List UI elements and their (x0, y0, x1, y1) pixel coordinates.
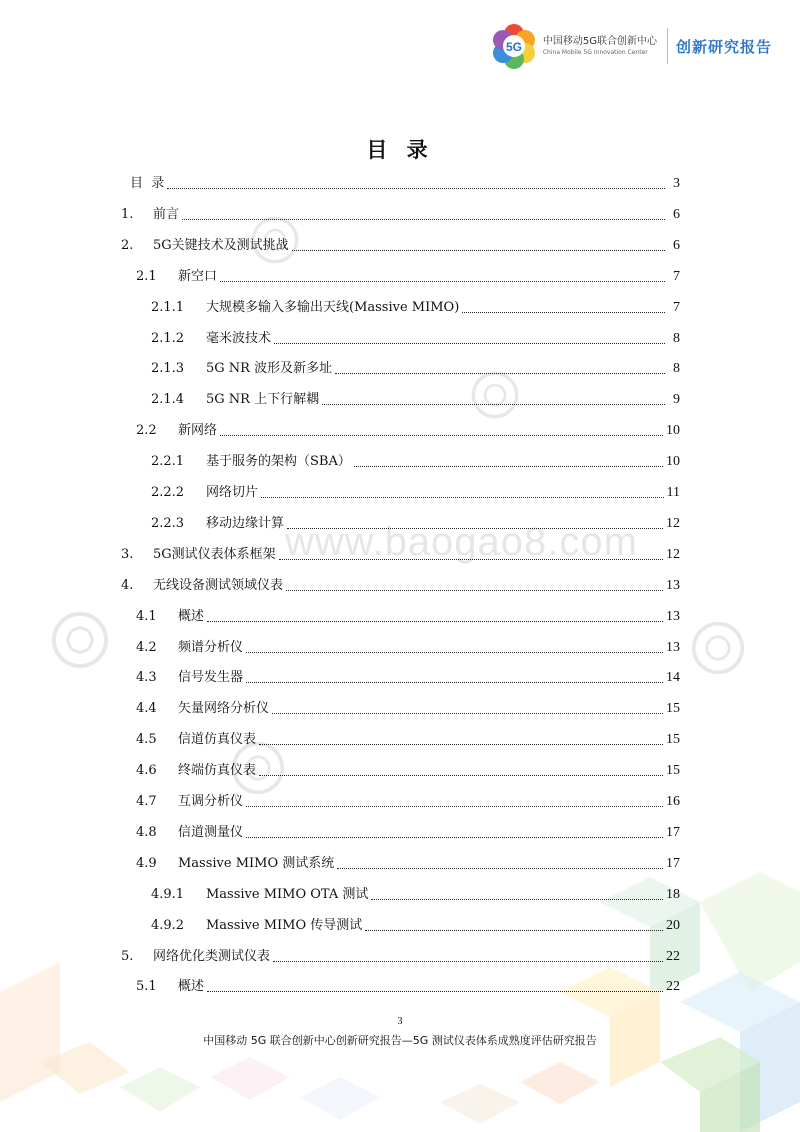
toc-entry-title: 互调分析仪 (178, 794, 244, 809)
toc-entry-title: 频谱分析仪 (178, 639, 244, 655)
toc-leader-dots (279, 559, 663, 560)
toc-entry-page: 17 (666, 824, 680, 840)
toc-leader-dots (246, 652, 663, 653)
toc-leader-dots (220, 281, 665, 282)
toc-entry-title: 终端仿真仪表 (178, 763, 257, 779)
toc-entry-number: 2.1.2 (151, 330, 185, 346)
page-number: 3 (397, 1016, 403, 1027)
toc-entry-number: 4.2 (136, 639, 157, 655)
toc-entry-number: 2.2 (136, 423, 157, 439)
toc-entry-number: 4.6 (136, 763, 157, 779)
toc-entry-title: 毫米波技术 (206, 330, 272, 346)
toc-leader-dots (462, 312, 665, 313)
toc-entry-page: 18 (666, 886, 680, 902)
toc-entry-title: 信道仿真仪表 (178, 732, 257, 748)
toc-entry-title: 网络优化类测试仪表 (153, 948, 271, 964)
toc-entry[interactable] (151, 480, 680, 502)
toc-leader-dots (220, 435, 663, 436)
toc-entry[interactable] (130, 171, 680, 193)
org-name-en: China Mobile 5G Innovation Center (542, 49, 648, 56)
toc-entry-title: 5G NR 波形及新多址 (206, 361, 333, 377)
toc-entry-page: 15 (666, 732, 680, 748)
toc-entry-number: 2.1.1 (151, 299, 185, 315)
toc-leader-dots (207, 621, 663, 622)
toc-entry-page: 7 (673, 268, 680, 284)
toc-entry-title: 基于服务的架构（SBA） (206, 454, 351, 470)
toc-entry-title: 信号发生器 (178, 670, 244, 686)
toc-entry[interactable] (151, 387, 680, 409)
toc-entry-number: 5.1 (136, 979, 157, 995)
toc-leader-dots (272, 713, 663, 714)
toc-entry[interactable] (151, 295, 680, 317)
toc-entry-page: 8 (673, 330, 680, 346)
toc-entry[interactable] (136, 820, 680, 842)
toc-entry-number: 1. (121, 206, 134, 222)
page-header (491, 18, 772, 74)
toc-entry[interactable] (136, 727, 680, 749)
toc-entry-title: 移动边缘计算 (206, 515, 285, 531)
watermark-logo-badge (50, 610, 110, 670)
toc-entry-title: 新网络 (178, 423, 218, 439)
toc-entry-page: 13 (666, 577, 680, 593)
toc-leader-dots (286, 590, 663, 591)
footer-text: 中国移动 5G 联合创新中心创新研究报告—5G 测试仪表体系成熟度评估研究报告 (203, 1034, 597, 1047)
toc-entry-page: 22 (666, 948, 680, 964)
toc-entry[interactable] (136, 264, 680, 286)
toc-entry-number: 4.8 (136, 824, 157, 840)
toc-leader-dots (365, 930, 663, 931)
toc-leader-dots (371, 899, 663, 900)
toc-entry-title: Massive MIMO OTA 测试 (206, 886, 369, 902)
toc-leader-dots (274, 343, 665, 344)
toc-entry[interactable] (121, 542, 680, 564)
toc-leader-dots (322, 404, 665, 405)
toc-entry-number: 4.1 (136, 608, 157, 624)
toc-entry-number: 4.4 (136, 701, 157, 717)
header-divider (667, 28, 668, 64)
logo-mark-text: 5G (505, 40, 522, 54)
toc-entry-page: 3 (673, 176, 680, 191)
toc-entry[interactable] (136, 635, 680, 657)
watermark-url: www.baogao8.com (285, 520, 638, 564)
toc-leader-dots (287, 528, 663, 529)
org-name-cn: 中国移动5G联合创新中心 (542, 36, 657, 47)
toc-entry[interactable] (121, 202, 680, 224)
toc-entry[interactable] (136, 604, 680, 626)
toc-entry-number: 4.5 (136, 732, 157, 748)
org-name (543, 35, 657, 57)
toc-entry-title: 大规模多输入多输出天线(Massive MIMO) (206, 299, 460, 315)
toc-leader-dots (354, 466, 663, 467)
toc-entry[interactable] (151, 326, 680, 348)
toc-entry-page: 12 (666, 546, 680, 562)
toc-entry-number: 2.2.3 (151, 515, 185, 531)
toc-leader-dots (246, 806, 663, 807)
toc-entry-page: 7 (673, 299, 680, 315)
toc-entry[interactable] (121, 573, 680, 595)
toc-entry-number: 5. (121, 948, 134, 964)
toc-entry-page: 15 (666, 701, 680, 717)
toc-leader-dots (273, 961, 663, 962)
toc-leader-dots (182, 219, 665, 220)
toc-entry-page: 12 (666, 515, 680, 531)
toc-entry-title: 新空口 (178, 268, 218, 284)
toc-entry[interactable] (136, 851, 680, 873)
toc-entry-number: 4.9.2 (151, 917, 185, 933)
page-title: 目 录 (366, 137, 434, 162)
toc-entry[interactable] (121, 944, 680, 966)
toc-entry-page: 17 (666, 855, 680, 871)
toc-entry-title: 网络切片 (206, 485, 259, 500)
toc-leader-dots (246, 682, 663, 683)
toc-entry-page: 13 (666, 639, 680, 655)
toc-entry-page: 11 (666, 485, 680, 500)
toc-leader-dots (261, 497, 664, 498)
toc-entry-page: 9 (673, 392, 680, 408)
toc-entry-title: 5G关键技术及测试挑战 (153, 237, 289, 253)
toc-entry-title: 目 录 (130, 176, 165, 191)
toc-entry[interactable] (136, 789, 680, 811)
toc-entry[interactable] (151, 511, 680, 533)
toc-entry-page: 6 (673, 206, 680, 222)
toc-entry-title: 5G NR 上下行解耦 (206, 392, 320, 408)
toc-entry-number: 4.7 (136, 794, 157, 809)
toc-leader-dots (292, 250, 665, 251)
toc-leader-dots (259, 744, 663, 745)
toc-entry-number: 4.9 (136, 855, 157, 871)
toc-entry-page: 15 (666, 763, 680, 779)
toc-entry[interactable] (151, 913, 680, 935)
toc-entry[interactable] (136, 696, 680, 718)
toc-entry-page: 10 (666, 454, 680, 470)
toc-entry-title: 信道测量仪 (178, 824, 244, 840)
toc-entry-title: 前言 (153, 206, 180, 222)
toc-entry-page: 13 (666, 608, 680, 624)
toc-entry-number: 2.1.4 (151, 392, 185, 408)
toc-entry-number: 3. (121, 546, 134, 562)
toc-entry-number: 4. (121, 577, 134, 593)
toc-entry[interactable] (121, 233, 680, 255)
toc-entry-title: 5G测试仪表体系框架 (153, 546, 276, 562)
toc-entry[interactable] (136, 665, 680, 687)
watermark-logo-badge (690, 620, 746, 676)
background-cube-pattern (0, 872, 800, 1132)
toc-entry-number: 2.1 (136, 268, 157, 284)
toc-leader-dots (246, 837, 663, 838)
toc-entry-page: 16 (666, 794, 680, 809)
toc-leader-dots (337, 868, 663, 869)
toc-entry-page: 6 (673, 237, 680, 253)
toc-entry-number: 2.1.3 (151, 361, 185, 377)
toc-entry[interactable] (151, 356, 680, 378)
toc-entry-title: Massive MIMO 测试系统 (178, 855, 335, 871)
toc-entry-number: 2.2.2 (151, 485, 185, 500)
toc-leader-dots (259, 775, 663, 776)
toc-entry-page: 8 (673, 361, 680, 377)
toc-entry[interactable] (136, 758, 680, 780)
toc-entry[interactable] (136, 974, 680, 996)
toc-entry-title: 概述 (178, 979, 205, 995)
toc-entry-page: 22 (666, 979, 680, 995)
toc-entry-number: 4.9.1 (151, 886, 185, 902)
toc-entry-page: 20 (666, 917, 680, 933)
toc-entry-number: 2. (121, 237, 134, 253)
toc-leader-dots (207, 991, 663, 992)
report-type-label: 创新研究报告 (675, 37, 772, 56)
toc-entry-page: 14 (666, 670, 680, 686)
toc-entry-title: 无线设备测试领域仪表 (153, 577, 284, 593)
toc-leader-dots (167, 188, 665, 189)
toc-entry-title: Massive MIMO 传导测试 (206, 917, 363, 933)
toc-entry-page: 10 (666, 423, 680, 439)
toc-entry-number: 4.3 (136, 670, 157, 686)
toc-leader-dots (335, 373, 665, 374)
flower-logo-icon (491, 23, 537, 69)
toc-entry-title: 矢量网络分析仪 (178, 701, 270, 717)
toc-entry-title: 概述 (178, 608, 205, 624)
toc-entry[interactable] (151, 449, 680, 471)
toc-entry[interactable] (136, 418, 680, 440)
toc-entry-number: 2.2.1 (151, 454, 185, 470)
toc-entry[interactable] (151, 882, 680, 904)
